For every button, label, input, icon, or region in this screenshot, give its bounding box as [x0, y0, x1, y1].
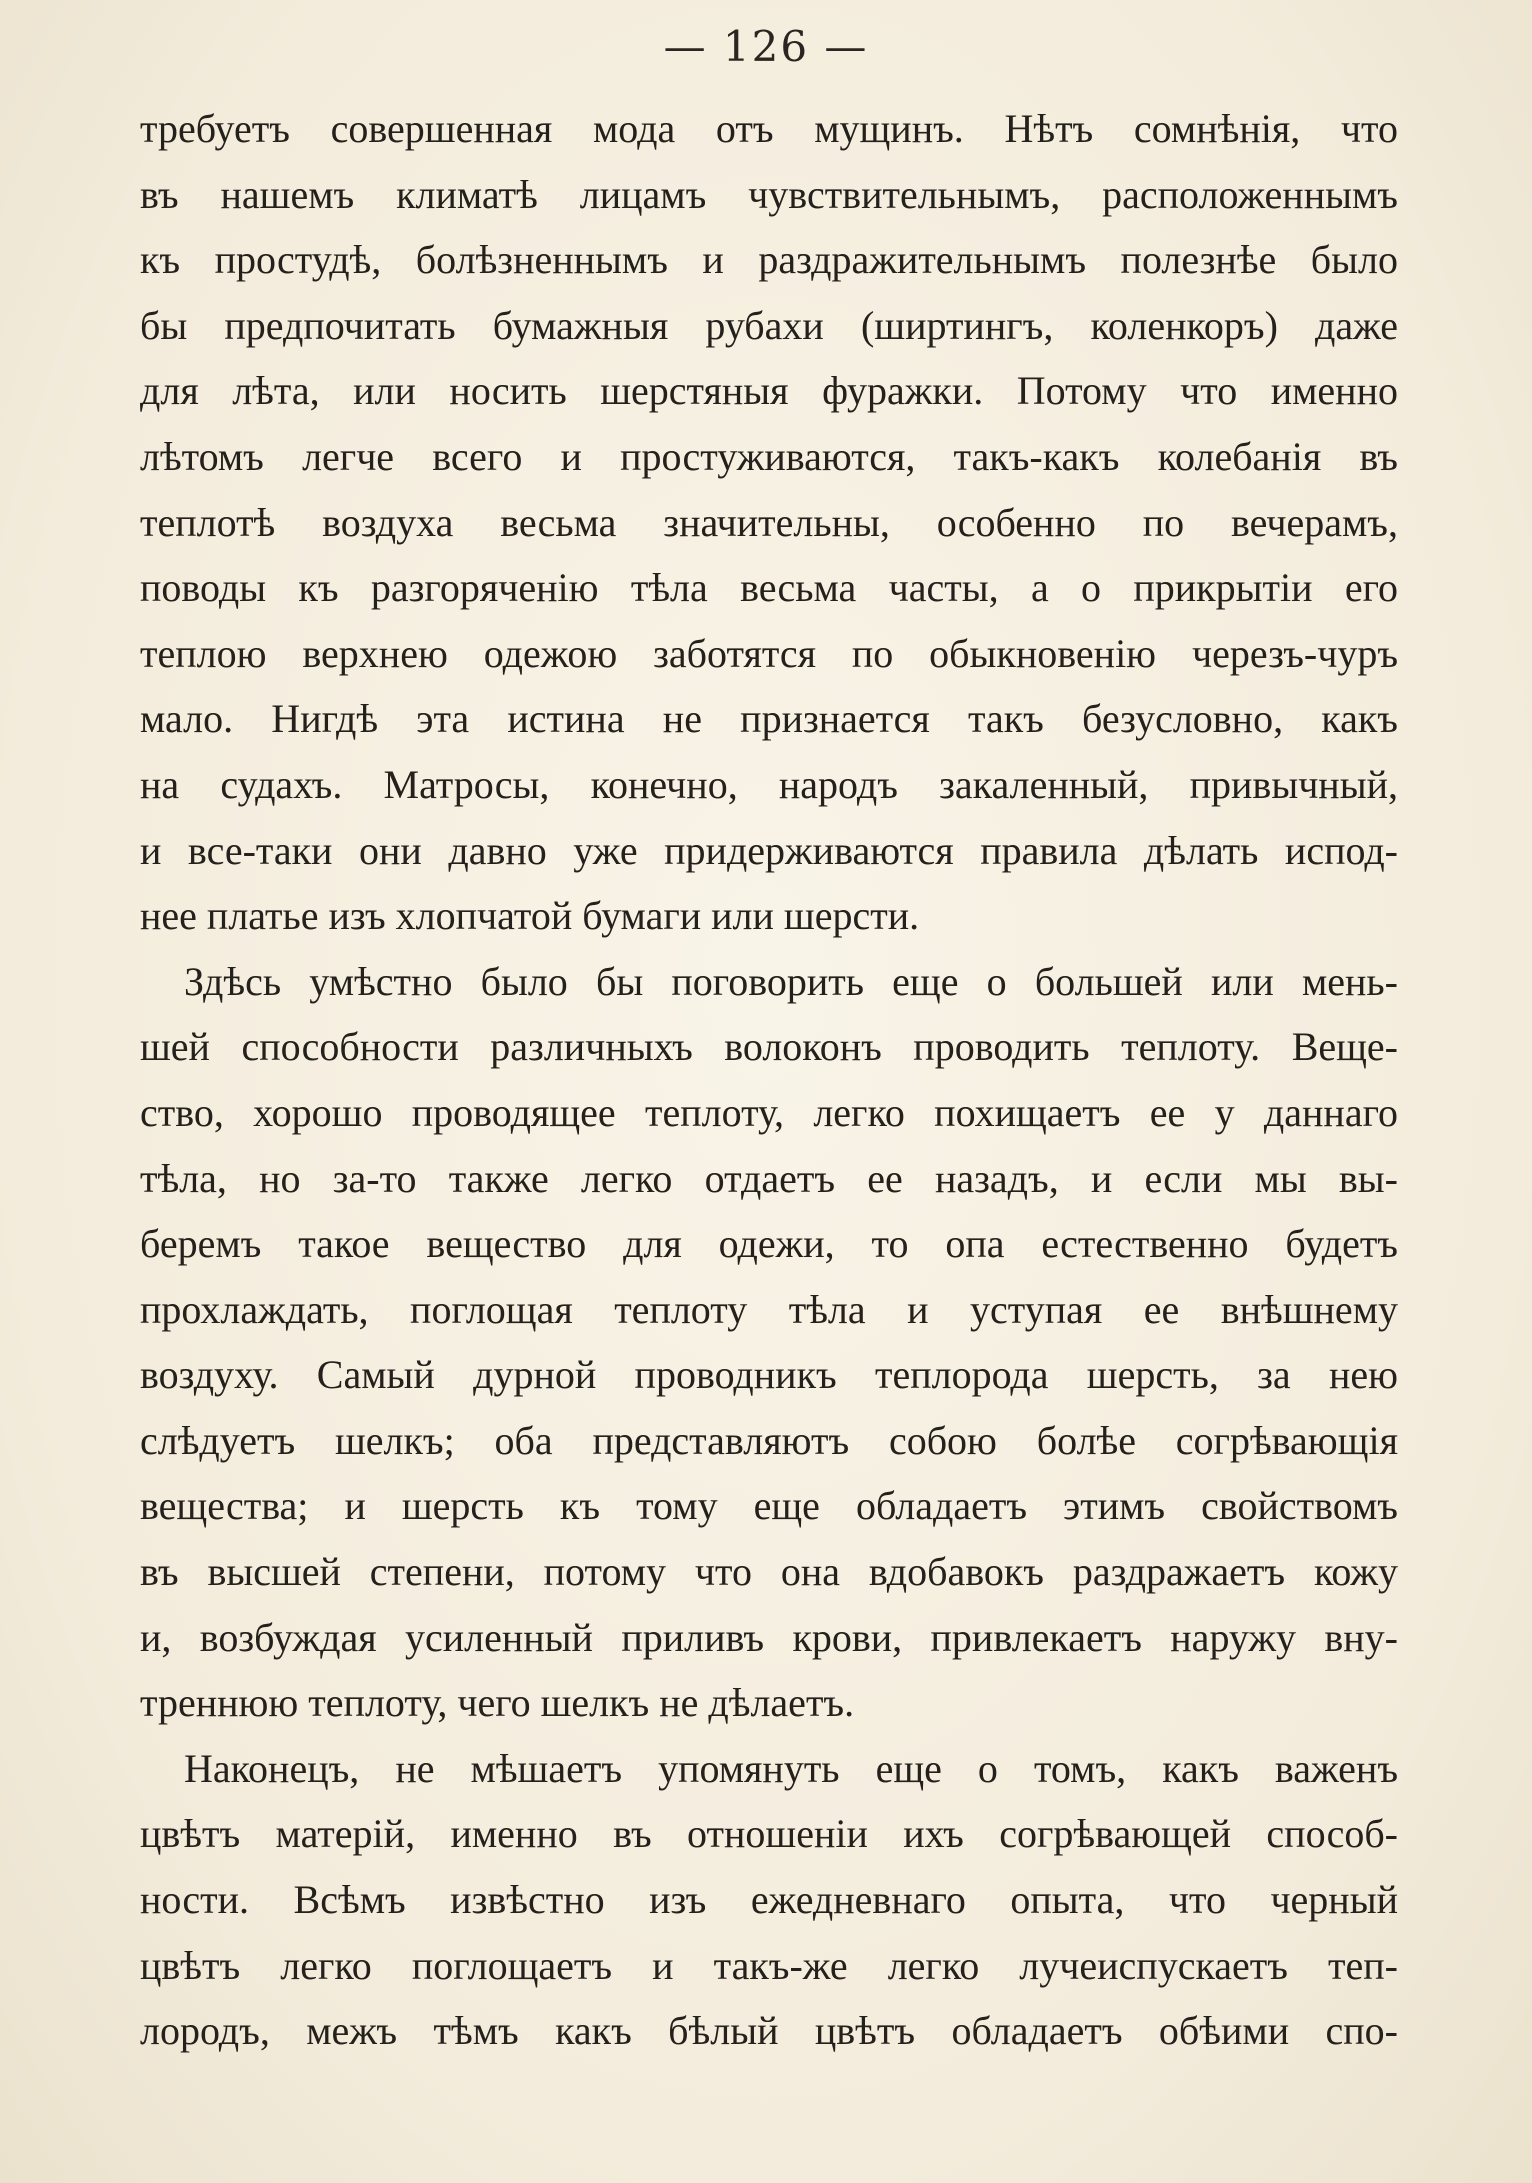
- text-line: слѣдуетъ шелкъ; оба представляютъ собою болѣе согрѣвающія: [140, 1417, 1398, 1463]
- text-line: и все-таки они давно уже придерживаются правила дѣлать испод-: [140, 827, 1398, 873]
- paragraph-1: [140, 96, 1398, 949]
- text-line: лородъ, межъ тѣмъ какъ бѣлый цвѣтъ обладаетъ обѣими спо-: [140, 2008, 1398, 2054]
- text-line: ности. Всѣмъ извѣстно изъ ежедневнаго опыта, что черный: [140, 1877, 1398, 1923]
- text-line: бы предпочитать бумажныя рубахи (ширтингъ, коленкоръ) даже: [140, 302, 1398, 348]
- text-line: лѣтомъ легче всего и простуживаются, такъ-какъ колебанія въ: [140, 433, 1398, 479]
- text-line: мало. Нигдѣ эта истина не признается такъ безусловно, какъ: [140, 696, 1398, 742]
- text-line: требуетъ совершенная мода отъ мущинъ. Нѣтъ сомнѣнія, что: [140, 106, 1398, 151]
- text-line: на судахъ. Матросы, конечно, народъ закаленный, привычный,: [140, 761, 1398, 807]
- text-line: ство, хорошо проводящее теплоту, легко похищаетъ ее у даннаго: [140, 1089, 1398, 1135]
- text-line: цвѣтъ легко поглощаетъ и такъ-же легко лучеиспускаетъ теп-: [140, 1942, 1398, 1988]
- text-line: для лѣта, или носить шерстяныя фуражки. Потому что именно: [140, 368, 1398, 414]
- body-text: [140, 96, 1398, 2064]
- text-line: тѣла, но за-то также легко отдаетъ ее назадъ, и если мы вы-: [140, 1155, 1398, 1201]
- text-line: треннюю теплоту, чего шелкъ не дѣлаетъ.: [140, 1680, 855, 1726]
- text-line: въ высшей степени, потому что она вдобавокъ раздражаетъ кожу: [140, 1549, 1398, 1595]
- text-line: воздуху. Самый дурной проводникъ теплорода шерсть, за нею: [140, 1352, 1398, 1398]
- text-line: нее платье изъ хлопчатой бумаги или шерсти.: [140, 893, 920, 939]
- text-line: прохлаждать, поглощая теплоту тѣла и уступая ее внѣшнему: [140, 1286, 1398, 1332]
- text-line: поводы къ разгоряченію тѣла весьма часты, а о прикрытіи его: [140, 565, 1398, 611]
- text-line: вещества; и шерсть къ тому еще обладаетъ этимъ свойствомъ: [140, 1483, 1398, 1529]
- text-line: къ простудѣ, болѣзненнымъ и раздражительнымъ полезнѣе было: [140, 237, 1398, 283]
- text-line: Здѣсь умѣстно было бы поговорить еще о большей или мень-: [184, 958, 1398, 1004]
- text-line: шей способности различныхъ волоконъ проводить теплоту. Веще-: [140, 1024, 1398, 1070]
- page-number: — 126 —: [663, 22, 869, 71]
- text-line: теплотѣ воздуха весьма значительны, особенно по вечерамъ,: [140, 499, 1398, 545]
- text-line: и, возбуждая усиленный приливъ крови, привлекаетъ наружу вну-: [140, 1614, 1398, 1660]
- text-line: беремъ такое вещество для одежи, то опа естественно будетъ: [140, 1221, 1398, 1267]
- text-line: теплою верхнею одежою заботятся по обыкновенію черезъ-чуръ: [140, 630, 1398, 676]
- paragraph-3: [140, 1736, 1398, 2064]
- text-line: въ нашемъ климатѣ лицамъ чувствительнымъ, расположеннымъ: [140, 171, 1398, 217]
- text-line: Наконецъ, не мѣшаетъ упомянуть еще о томъ, какъ важенъ: [184, 1745, 1398, 1791]
- paragraph-2: [140, 949, 1398, 1736]
- text-line: цвѣтъ матерій, именно въ отношеніи ихъ согрѣвающей способ-: [140, 1811, 1398, 1857]
